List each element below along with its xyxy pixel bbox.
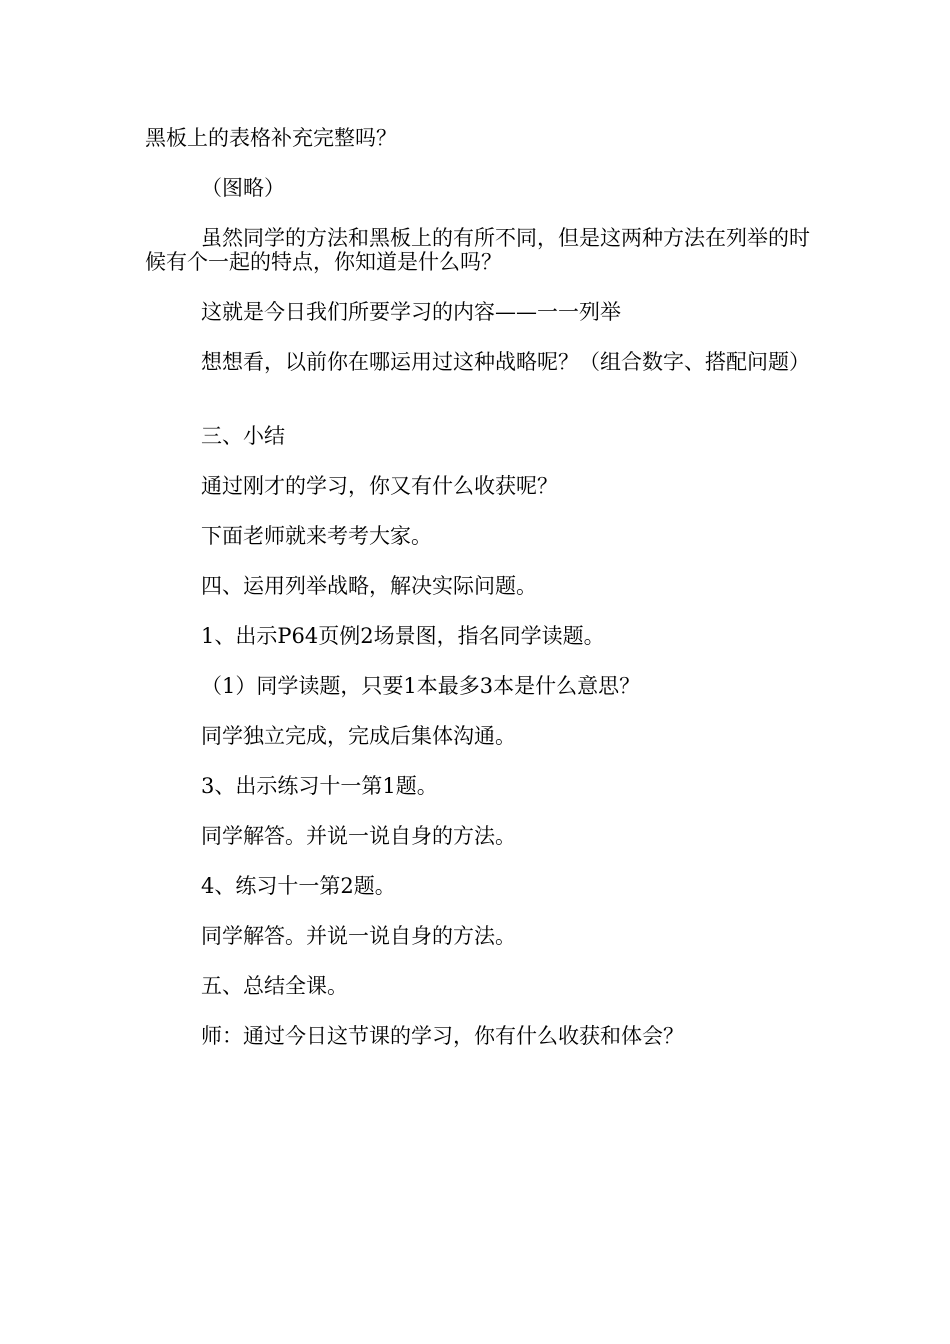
paragraph-11: （1）同学读题，只要1本最多3本是什么意思？ (201, 674, 641, 698)
paragraph-14: 同学解答。并说一说自身的方法。 (201, 824, 516, 848)
paragraph-7: 通过刚才的学习，你又有什么收获呢？ (201, 474, 558, 498)
paragraph-4: 这就是今日我们所要学习的内容——一一列举 (201, 300, 621, 324)
paragraph-15: 4、练习十一第2题。 (201, 874, 396, 898)
paragraph-2: （图略） (201, 176, 285, 200)
paragraph-13: 3、出示练习十一第1题。 (201, 774, 438, 798)
paragraph-3: 虽然同学的方法和黑板上的有所不同，但是这两种方法在列举的时候有个一起的特点，你知道是什么吗？ (145, 226, 810, 274)
section-heading-apply: 四、运用列举战略，解决实际问题。 (201, 574, 537, 598)
paragraph-1: 黑板上的表格补充完整吗？ (145, 126, 397, 150)
section-heading-conclusion: 五、总结全课。 (201, 974, 348, 998)
paragraph-16: 同学解答。并说一说自身的方法。 (201, 924, 516, 948)
section-heading-summary: 三、小结 (201, 424, 285, 448)
paragraph-5: 想想看，以前你在哪运用过这种战略呢？（组合数字、搭配问题） (201, 350, 810, 374)
paragraph-8: 下面老师就来考考大家。 (201, 524, 432, 548)
paragraph-10: 1、出示P64页例2场景图，指名同学读题。 (201, 624, 605, 648)
paragraph-18: 师：通过今日这节课的学习，你有什么收获和体会？ (201, 1024, 684, 1048)
paragraph-12: 同学独立完成，完成后集体沟通。 (201, 724, 516, 748)
